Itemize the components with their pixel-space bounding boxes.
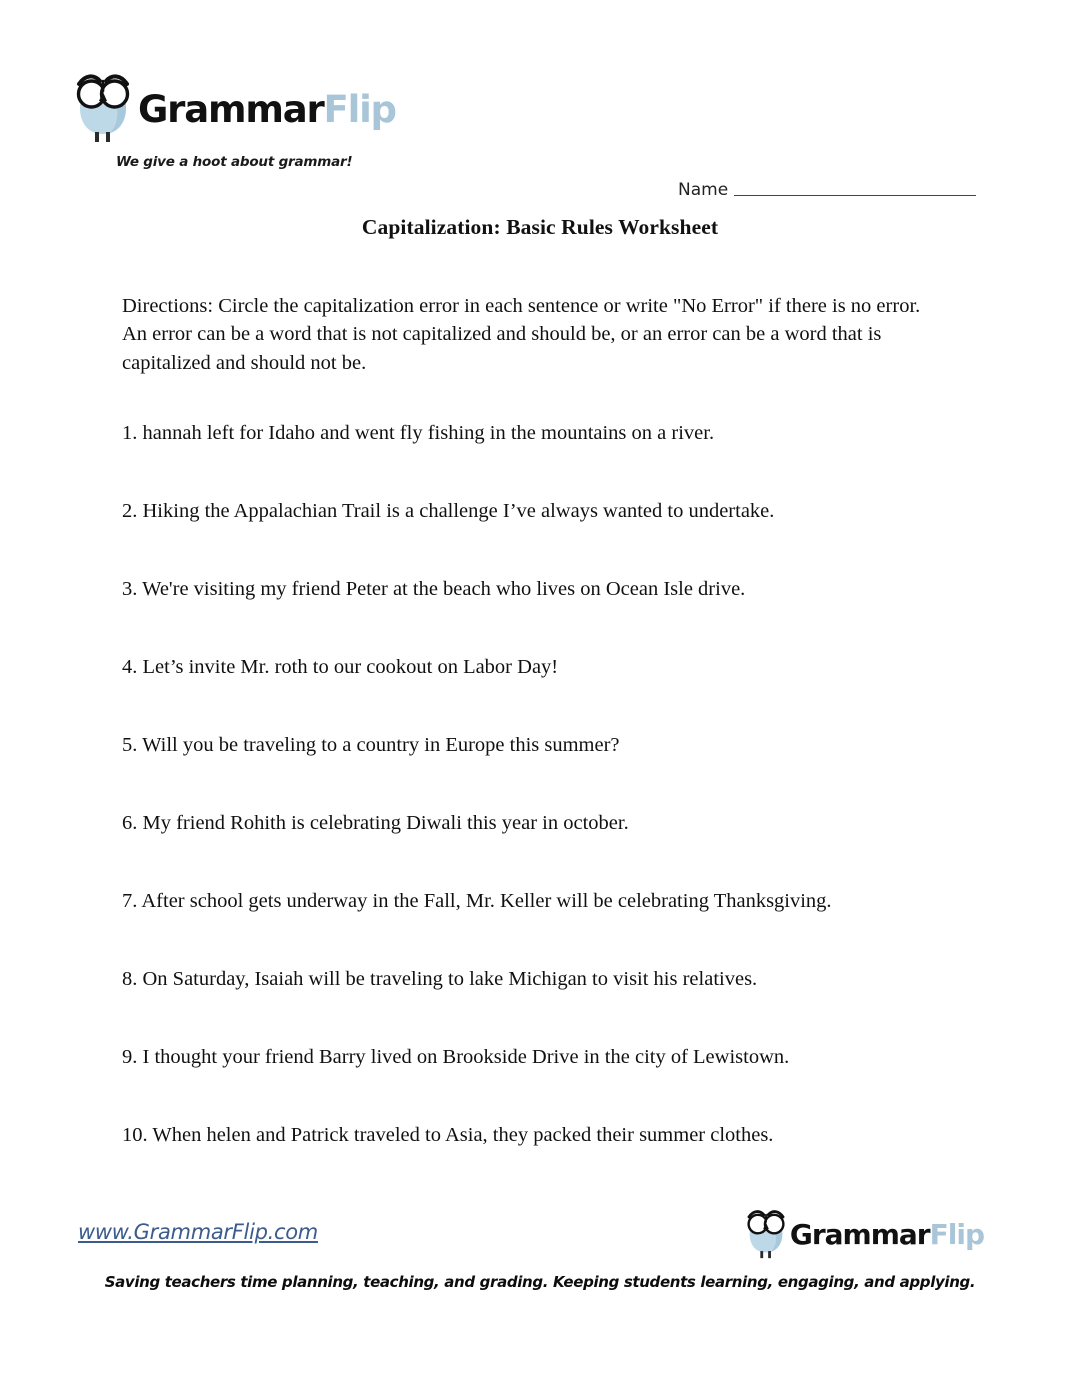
question-item: 2. Hiking the Appalachian Trail is a challenge I’ve always wanted to undertake. bbox=[122, 500, 775, 522]
question-item: 9. I thought your friend Barry lived on Brookside Drive in the city of Lewistown. bbox=[122, 1046, 790, 1068]
directions-text: Directions: Circle the capitalization error in each sentence or write "No Error" if there is no error. An error can be a word that is not capitalized and should be, or an error can be a word that is capitalized and should not be. bbox=[122, 295, 921, 374]
footer-brand bbox=[744, 1205, 984, 1263]
footer-wordmark-flip: Flip bbox=[929, 1218, 984, 1251]
header-slogan: We give a hoot about grammar! bbox=[116, 154, 353, 170]
footer-wordmark bbox=[789, 1218, 984, 1251]
owl-icon bbox=[744, 1205, 788, 1263]
page-footer bbox=[0, 1205, 1080, 1325]
owl-icon bbox=[72, 68, 134, 148]
question-item: 1. hannah left for Idaho and went fly fishing in the mountains on a river. bbox=[122, 422, 715, 444]
name-label: Name bbox=[678, 180, 729, 200]
question-item: 4. Let’s invite Mr. roth to our cookout on Labor Day! bbox=[122, 656, 559, 678]
question-item: 7. After school gets underway in the Fall, Mr. Keller will be celebrating Thanksgiving. bbox=[122, 890, 832, 912]
question-item: 5. Will you be traveling to a country in Europe this summer? bbox=[122, 734, 620, 756]
question-item: 8. On Saturday, Isaiah will be traveling to lake Michigan to visit his relatives. bbox=[122, 968, 758, 990]
question-item: 6. My friend Rohith is celebrating Diwali this year in october. bbox=[122, 812, 629, 834]
question-item: 10. When helen and Patrick traveled to Asia, they packed their summer clothes. bbox=[122, 1124, 774, 1146]
header-brand bbox=[72, 68, 492, 170]
header-wordmark bbox=[138, 87, 396, 131]
footer-wordmark-grammar: Grammar bbox=[789, 1218, 930, 1251]
question-list bbox=[122, 420, 972, 1200]
wordmark-flip: Flip bbox=[323, 87, 396, 131]
page-title: Capitalization: Basic Rules Worksheet bbox=[361, 215, 719, 239]
page-header bbox=[0, 60, 1080, 200]
name-input-line[interactable] bbox=[734, 195, 976, 196]
wordmark-grammar: Grammar bbox=[138, 87, 324, 131]
footer-website-link[interactable]: www.GrammarFlip.com bbox=[78, 1220, 318, 1244]
question-item: 3. We're visiting my friend Peter at the beach who lives on Ocean Isle drive. bbox=[122, 578, 746, 600]
footer-tagline: Saving teachers time planning, teaching, and grading. Keeping students learning, engaging, and applying. bbox=[104, 1273, 976, 1291]
name-field[interactable] bbox=[678, 182, 976, 199]
